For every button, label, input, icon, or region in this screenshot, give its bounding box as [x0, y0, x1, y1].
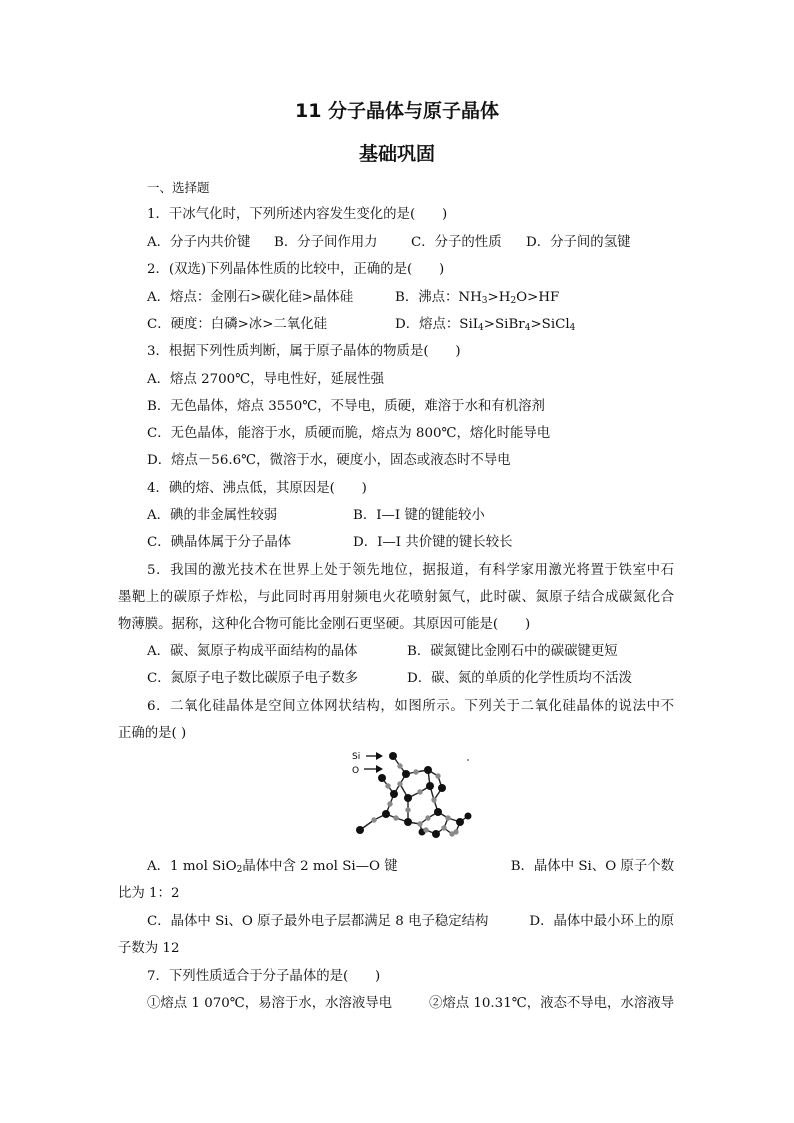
q5-option-b: B．碳氮键比金刚石中的碳碳键更短 [407, 644, 618, 659]
q6-option-b-line1: B．晶体中 Si、O 原子个数 [510, 859, 674, 874]
q2-stem: 2．(双选)下列晶体性质的比较中，正确的是( ) [147, 262, 445, 277]
q6-option-c: C．晶体中 Si、O 原子最外电子层都满足 8 电子稳定结构 [147, 914, 489, 929]
q6-options-row2 [147, 912, 674, 932]
document-title: 11 分子晶体与原子晶体 [294, 100, 500, 122]
section-heading: 一、选择题 [147, 180, 210, 195]
q6-options-row1 [147, 857, 674, 877]
q4-option-a: A．碘的非金属性较弱 [147, 508, 278, 523]
q3-stem: 3．根据下列性质判断，属于原子晶体的物质是( ) [147, 344, 461, 359]
q1-option-a: A．分子内共价键 [147, 235, 251, 250]
q5-stem-line2: 墨靶上的碳原子炸松，与此同时再用射频电火花喷射氮气，此时碳、氮原子结合成碳氮化合 [118, 590, 674, 605]
q3-option-a: A．熔点 2700℃，导电性好，延展性强 [147, 372, 385, 387]
q6-option-b-line2: 比为 1：2 [118, 886, 180, 901]
q6-stem-line2: 正确的是( ) [118, 726, 187, 741]
q1-stem: 1．干冰气化时，下列所述内容发生变化的是( ) [147, 207, 448, 222]
q7-option-1: ①熔点 1 070℃，易溶于水，水溶液导电 [147, 996, 393, 1011]
q3-option-b: B．无色晶体，熔点 3550℃，不导电，质硬，难溶于水和有机溶剂 [147, 399, 545, 414]
q7-stem: 7．下列性质适合于分子晶体的是( ) [147, 969, 381, 984]
q2-option-d: D．熔点：SiI$_4$>SiBr$_4$>SiCl$_4$ [395, 317, 576, 333]
q1-option-c: C．分子的性质 [411, 235, 502, 250]
q5-option-c: C．氮原子电子数比碳原子电子数多 [147, 671, 359, 686]
q2-option-b: B．沸点：$NH_3>H_2O>HF$ [395, 290, 560, 306]
q7-option-2: ②熔点 10.31℃，液态不导电，水溶液导 [428, 996, 674, 1011]
section-subtitle: 基础巩固 [358, 143, 435, 165]
q6-stem-line1: 6．二氧化硅晶体是空间立体网状结构，如图所示。下列关于二氧化硅晶体的说法中不 [147, 699, 674, 714]
q2-option-a: A．熔点：金刚石>碳化硅>晶体硅 [147, 290, 354, 305]
q5-option-a: A．碳、氮原子构成平面结构的晶体 [147, 644, 358, 659]
q1-options [147, 233, 687, 253]
q7-options-row1 [147, 994, 674, 1014]
q4-options-row1 [147, 506, 667, 526]
q5-stem-line1: 5．我国的激光技术在世界上处于领先地位，据报道，有科学家用激光将置于铁室中石 [147, 563, 674, 578]
q5-options-row2 [147, 669, 667, 689]
q2-option-c: C．硬度：白磷>冰>二氧化硅 [147, 317, 327, 332]
o-label: O [352, 766, 360, 776]
stray-dot [467, 759, 469, 761]
sio2-structure-diagram [350, 746, 480, 838]
q3-option-c: C．无色晶体，能溶于水，质硬而脆，熔点为 800℃，熔化时能导电 [147, 426, 551, 441]
q3-option-d: D．熔点－56.6℃，微溶于水，硬度小，固态或液态时不导电 [147, 453, 511, 468]
q4-options-row2 [147, 533, 667, 553]
q4-stem: 4．碘的熔、沸点低，其原因是( ) [147, 481, 367, 496]
q1-option-b: B．分子间作用力 [274, 235, 378, 250]
q2-options-row2 [147, 315, 667, 335]
q5-stem-line3: 物薄膜。据称，这种化合物可能比金刚石更坚硬。其原因可能是( ) [118, 617, 531, 632]
q4-option-c: C．碘晶体属于分子晶体 [147, 535, 292, 550]
q4-option-b: B．I—I 键的键能较小 [353, 508, 485, 523]
q2-options-row1 [147, 288, 667, 308]
q1-option-d: D．分子间的氢键 [526, 235, 631, 250]
q6-option-d-line1: D．晶体中最小环上的原 [529, 914, 674, 929]
si-label: Si [352, 752, 361, 762]
q4-option-d: D．I—I 共价键的键长较长 [353, 535, 513, 550]
q6-option-a: A．1 mol SiO$_2$晶体中含 2 mol Si—O 键 [147, 859, 398, 875]
q5-option-d: D．碳、氮的单质的化学性质均不活泼 [407, 671, 632, 686]
legend-arrows [364, 752, 383, 773]
q6-option-d-line2: 子数为 12 [118, 941, 180, 956]
q5-options-row1 [147, 642, 667, 662]
